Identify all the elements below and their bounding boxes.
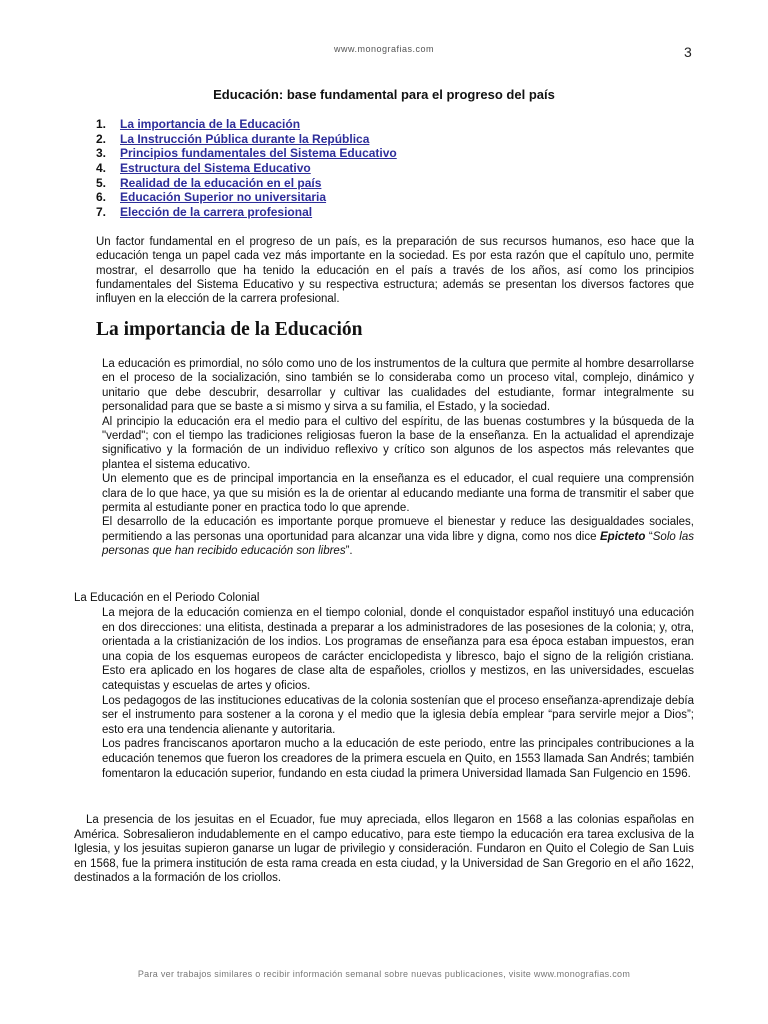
subheading-colonial: La Educación en el Periodo Colonial <box>74 592 260 604</box>
quote-open-mark: “ <box>648 530 653 543</box>
toc-link-7[interactable]: Elección de la carrera profesional <box>120 205 313 220</box>
toc-link-2[interactable]: La Instrucción Pública durante la República <box>120 131 370 146</box>
toc-link-4[interactable]: Estructura del Sistema Educativo <box>120 161 311 176</box>
section-heading: La importancia de la Educación <box>96 319 363 340</box>
paragraph-text: El desarrollo de la educación es importante porque promueve el bienestar y reduce las desigualdades sociales, permitiendo a las personas una oportunidad para alcanzar una vida libre y digna, como nos dice <box>102 516 694 543</box>
document-title: Educación: base fundamental para el progreso del país <box>213 87 555 102</box>
footer-note[interactable]: Para ver trabajos similares o recibir información semanal sobre nuevas publicaciones, visite www.monografias.com <box>137 969 631 979</box>
jesuits-paragraph: La presencia de los jesuitas en el Ecuador, fue muy apreciada, ellos llegaron en 1568 a las colonias españolas en América. Sobresalieron indudablemente en el campo educativo, para este tiempo la educación era tarea exclusiva de la Iglesia, y los jesuitas supieron ganarse un lugar de privilegio y consideración. Fundaron en Quito el Colegio de San Luis en 1568, fue la primera institución de esta rama creada en esta ciudad, y la Universidad de San Gregorio en el año 1622, destinados a la formación de los criollos. <box>74 814 694 885</box>
toc-item-5: 5. Realidad de la educación en el país <box>96 175 322 190</box>
paragraph: La mejora de la educación comienza en el tiempo colonial, donde el conquistador español instituyó una educación en dos direcciones: una elitista, destinada a preparar a los administradores de las posesiones de la colonia; y, otra, orientada a la cristianización de los indios. Los programas de enseñanza para esa época estaban impuestos, eran una copia de los esquemas europeos de carácter enciclopedista y libresco, bajo el signo de la religión cristiana. Esto era aplicado en los hogares de clase alta de españoles, criollos y mestizos, en las universidades, escuelas catequistas y escuelas de artes y oficios. <box>102 607 694 692</box>
toc-link-3[interactable]: Principios fundamentales del Sistema Educativo <box>120 146 397 161</box>
section-importance-body <box>102 357 694 559</box>
paragraph: Un elemento que es de principal importancia en la enseñanza es el educador, el cual requiere una comprensión clara de lo que hace, ya que su misión es la de orientar al educando mediante una forma de transmitir el saber que permita al estudiante poner en practica todo lo que aprende. <box>102 473 694 515</box>
header-site-url[interactable]: www.monografias.com <box>333 44 435 54</box>
quote-text: Solo las personas que han recibido educación son libres <box>102 530 694 558</box>
paragraph: La educación es primordial, no sólo como uno de los instrumentos de la cultura que permite al hombre desarrollarse en el proceso de la socialización, sino también se lo consideraba como un proceso vital, complejo, dinámico y unitario que debe descubrir, desarrollar y cultivar las cualidades del estudiante, formar integralmente su personalidad para que se baste a si mismo y sirva a su familia, el Estado, y la sociedad. <box>102 358 694 414</box>
toc-link-6[interactable]: Educación Superior no universitaria <box>120 190 327 205</box>
toc-item-7: 7. Elección de la carrera profesional <box>96 205 313 220</box>
toc-item-4: 4. Estructura del Sistema Educativo <box>96 161 311 176</box>
paragraph: Los pedagogos de las instituciones educativas de la colonia sostenían que el proceso enseñanza-aprendizaje debía ser el instrumento para sostener a la corona y el medio que la iglesia debía emplear “para servirle mejor a Dios”; esto era una tendencia alienante y autoritaria. <box>102 694 694 736</box>
quote-author: Epicteto <box>600 530 646 543</box>
paragraph: Los padres franciscanos aportaron mucho a la educación de este periodo, entre las principales contribuciones a la educación tenemos que fueron los creadores de la primera escuela en Quito, en 1553 llamada San Andrés; también fomentaron la educación superior, fundando en esta ciudad la primera Universidad llamada San Fulgencio en 1596. <box>102 738 694 780</box>
table-of-contents <box>96 117 397 220</box>
toc-link-1[interactable]: La importancia de la Educación <box>120 117 301 131</box>
toc-item-2: 2. La Instrucción Pública durante la República <box>96 131 370 146</box>
toc-item-3: 3. Principios fundamentales del Sistema Educativo <box>96 146 397 161</box>
paragraph: Al principio la educación era el medio para el cultivo del espíritu, de las buenas costumbres y la búsqueda de la "verdad"; con el tiempo las tradiciones religiosas fueron la base de la enseñanza. En la actualidad el aprendizaje significativo y la formación de un individuo reflexivo y crítico son algunos de los aspectos más relevantes que plantea el sistema educativo. <box>102 415 694 471</box>
paragraph-with-quote <box>102 515 694 558</box>
toc-link-5[interactable]: Realidad de la educación en el país <box>120 175 322 190</box>
section-colonial-body <box>102 606 694 781</box>
toc-item-6: 6. Educación Superior no universitaria <box>96 190 327 205</box>
toc-item-1: 1. La importancia de la Educación <box>96 117 301 131</box>
quote-close-mark: ”. <box>345 545 353 558</box>
page-number: 3 <box>684 44 692 60</box>
intro-paragraph: Un factor fundamental en el progreso de un país, es la preparación de sus recursos humanos, eso hace que la educación tenga un papel cada vez más importante en la sociedad. Es por esta razón que el capítulo uno, permite mostrar, el desarrollo que ha tenido la educación en el país a través de los años, así como los principios fundamentales del Sistema Educativo y su respectiva estructura; además se presentan los diversos factores que influyen en la elección de la carrera profesional. <box>96 236 694 306</box>
